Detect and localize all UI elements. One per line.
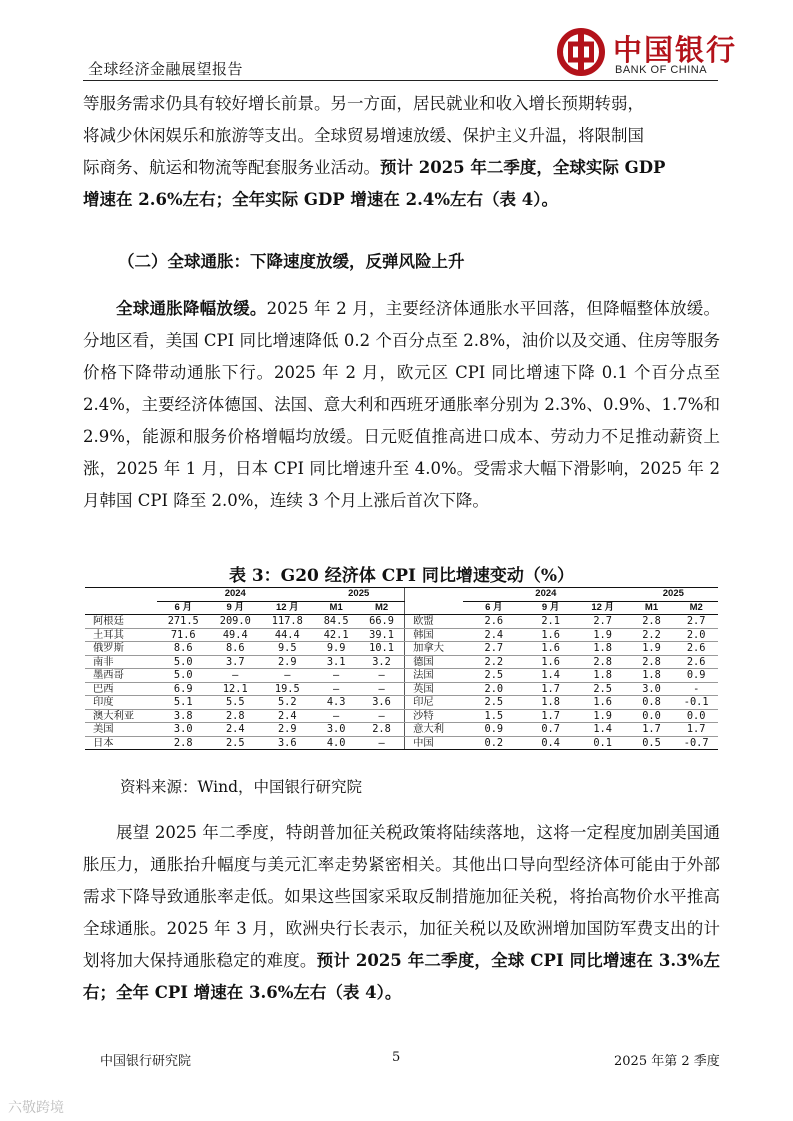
cpi-value-cell: 3.8: [157, 709, 209, 723]
country-name-cell: 沙特: [405, 709, 463, 723]
table-title: 表 3：G20 经济体 CPI 同比增速变动（%）: [228, 566, 575, 586]
cpi-value-cell: 1.5: [463, 709, 525, 723]
month-header: 9 月: [525, 601, 577, 615]
logo-chinese-name: 中国银行: [613, 33, 738, 67]
cpi-value-cell: 3.2: [359, 655, 405, 669]
table-row: [85, 642, 718, 656]
year-2024-right: 2024: [463, 588, 629, 602]
cpi-value-cell: -0.1: [674, 696, 718, 710]
cpi-value-cell: —: [359, 736, 405, 750]
country-name-cell: 印尼: [405, 696, 463, 710]
cpi-value-cell: 3.0: [313, 723, 359, 737]
cpi-value-cell: 0.0: [629, 709, 675, 723]
country-name-cell: 欧盟: [405, 615, 463, 629]
cpi-value-cell: 271.5: [157, 615, 209, 629]
footer-institute: 中国银行研究院: [100, 1054, 192, 1069]
cpi-value-cell: 2.2: [629, 628, 675, 642]
cpi-value-cell: 12.1: [209, 682, 261, 696]
para1-bold-forecast-a: 预计 2025 年二季度，全球实际 GDP: [380, 158, 666, 177]
para1-line-3-text: 际商务、航运和物流等配套服务业活动。: [83, 158, 380, 177]
para1-line-1: 等服务需求仍具有较好增长前景。另一方面，居民就业和收入增长预期转弱，: [83, 94, 644, 113]
table-row: [85, 723, 718, 737]
country-name-cell: 意大利: [405, 723, 463, 737]
cpi-value-cell: 0.9: [674, 669, 718, 683]
para1-bold-forecast-b: 增速在 2.6%左右；全年实际 GDP 增速在 2.4%左右（表 4）。: [83, 190, 559, 209]
table-row: [85, 628, 718, 642]
cpi-value-cell: 1.9: [577, 709, 629, 723]
cpi-value-cell: -: [674, 682, 718, 696]
bank-logo: [555, 24, 738, 80]
country-name-cell: 俄罗斯: [85, 642, 157, 656]
cpi-value-cell: 2.0: [463, 682, 525, 696]
country-name-cell: 法国: [405, 669, 463, 683]
country-name-cell: 墨西哥: [85, 669, 157, 683]
cpi-value-cell: —: [209, 669, 261, 683]
table-row: [85, 696, 718, 710]
table-row: [85, 615, 718, 629]
cpi-value-cell: 2.0: [674, 628, 718, 642]
cpi-value-cell: 19.5: [261, 682, 313, 696]
cpi-value-cell: 117.8: [261, 615, 313, 629]
cpi-value-cell: —: [313, 682, 359, 696]
cpi-value-cell: 2.8: [359, 723, 405, 737]
cpi-value-cell: 1.6: [577, 696, 629, 710]
cpi-value-cell: 1.8: [577, 642, 629, 656]
cpi-value-cell: 3.1: [313, 655, 359, 669]
cpi-value-cell: 1.8: [629, 669, 675, 683]
cpi-value-cell: 2.5: [463, 696, 525, 710]
watermark: 六敬跨境: [8, 1099, 64, 1115]
cpi-value-cell: 1.7: [674, 723, 718, 737]
cpi-value-cell: 2.7: [674, 615, 718, 629]
month-header: 12 月: [577, 601, 629, 615]
cpi-value-cell: 2.7: [463, 642, 525, 656]
month-header: M2: [359, 601, 405, 615]
cpi-value-cell: 2.8: [629, 655, 675, 669]
country-name-cell: 中国: [405, 736, 463, 750]
cpi-value-cell: 2.9: [261, 655, 313, 669]
cpi-value-cell: 0.8: [629, 696, 675, 710]
cpi-value-cell: —: [359, 709, 405, 723]
cpi-value-cell: 66.9: [359, 615, 405, 629]
cpi-value-cell: 1.7: [525, 682, 577, 696]
cpi-value-cell: 9.9: [313, 642, 359, 656]
table-row: [85, 669, 718, 683]
paragraph-gdp-outlook: [83, 88, 720, 216]
cpi-value-cell: 84.5: [313, 615, 359, 629]
cpi-value-cell: 10.1: [359, 642, 405, 656]
cpi-value-cell: 2.8: [629, 615, 675, 629]
cpi-value-cell: 44.4: [261, 628, 313, 642]
cpi-value-cell: 5.0: [157, 669, 209, 683]
cpi-value-cell: 4.0: [313, 736, 359, 750]
cpi-value-cell: 0.7: [525, 723, 577, 737]
paragraph-inflation: [83, 293, 720, 517]
table-header-months: [85, 601, 718, 615]
cpi-value-cell: 71.6: [157, 628, 209, 642]
cpi-value-cell: 0.2: [463, 736, 525, 750]
cpi-value-cell: 1.6: [525, 628, 577, 642]
cpi-value-cell: 3.6: [261, 736, 313, 750]
month-header: 9 月: [209, 601, 261, 615]
para3-body: 展望 2025 年二季度，特朗普加征关税政策将陆续落地，这将一定程度加剧美国通胀压力，通胀抬升幅度与美元汇率走势紧密相关。其他出口导向型经济体可能由于外部需求下降导致通胀率走低。如果这些国家采取反制措施加征关税，将抬高物价水平推高全球通胀。2025 年 3 月，欧洲央行长表示，加征关税以及欧洲增加国防军费支出的计划将加大保持通胀稳定的难度。: [83, 823, 720, 970]
country-name-cell: 韩国: [405, 628, 463, 642]
country-name-cell: 加拿大: [405, 642, 463, 656]
cpi-value-cell: 0.0: [674, 709, 718, 723]
para1-line-2: 将减少休闲娱乐和旅游等支出。全球贸易增速放缓、保护主义升温，将限制国: [83, 126, 644, 145]
cpi-value-cell: 2.4: [463, 628, 525, 642]
section-heading: （二）全球通胀：下降速度放缓，反弹风险上升: [118, 252, 465, 271]
month-header: 6 月: [463, 601, 525, 615]
header-rule: [83, 80, 718, 81]
month-header: M1: [629, 601, 675, 615]
cpi-value-cell: 1.7: [525, 709, 577, 723]
cpi-value-cell: 2.5: [463, 669, 525, 683]
cpi-value-cell: 2.2: [463, 655, 525, 669]
month-header: 6 月: [157, 601, 209, 615]
cpi-value-cell: 6.9: [157, 682, 209, 696]
cpi-value-cell: —: [313, 709, 359, 723]
footer-quarter: 2025 年第 2 季度: [614, 1054, 720, 1069]
country-name-cell: 印度: [85, 696, 157, 710]
table-row: [85, 709, 718, 723]
cpi-value-cell: 1.6: [525, 642, 577, 656]
cpi-value-cell: 2.4: [209, 723, 261, 737]
country-name-cell: 土耳其: [85, 628, 157, 642]
cpi-value-cell: 0.9: [463, 723, 525, 737]
cpi-value-cell: 1.8: [525, 696, 577, 710]
table-row: [85, 655, 718, 669]
cpi-value-cell: 0.5: [629, 736, 675, 750]
cpi-value-cell: 5.0: [157, 655, 209, 669]
para3-bold-forecast: 预计 2025 年二季度，全球 CPI 同比增速在 3.3%左右；全年 CPI 增速在 3.6%左右（表 4）。: [83, 951, 720, 1002]
country-name-cell: 日本: [85, 736, 157, 750]
country-name-cell: 南非: [85, 655, 157, 669]
table-source: 资料来源：Wind，中国银行研究院: [120, 778, 363, 796]
cpi-value-cell: 1.6: [525, 655, 577, 669]
cpi-value-cell: 5.5: [209, 696, 261, 710]
country-name-cell: 德国: [405, 655, 463, 669]
country-name-cell: 美国: [85, 723, 157, 737]
cpi-value-cell: 49.4: [209, 628, 261, 642]
cpi-value-cell: 3.0: [629, 682, 675, 696]
country-name-cell: 澳大利亚: [85, 709, 157, 723]
cpi-value-cell: 2.6: [463, 615, 525, 629]
cpi-value-cell: 3.7: [209, 655, 261, 669]
month-header: M1: [313, 601, 359, 615]
cpi-value-cell: 2.8: [577, 655, 629, 669]
cpi-value-cell: 2.6: [674, 642, 718, 656]
cpi-value-cell: 1.7: [629, 723, 675, 737]
cpi-value-cell: 1.4: [577, 723, 629, 737]
cpi-value-cell: 0.1: [577, 736, 629, 750]
cpi-value-cell: 9.5: [261, 642, 313, 656]
para1-line-3: [83, 152, 720, 184]
cpi-value-cell: 2.4: [261, 709, 313, 723]
para2-lead: 全球通胀降幅放缓。: [116, 299, 267, 318]
cpi-value-cell: 5.2: [261, 696, 313, 710]
cpi-value-cell: 2.5: [209, 736, 261, 750]
cpi-value-cell: 2.7: [577, 615, 629, 629]
boc-logo-icon: [555, 26, 607, 78]
country-name-cell: 英国: [405, 682, 463, 696]
cpi-value-cell: 2.9: [261, 723, 313, 737]
cpi-value-cell: 0.4: [525, 736, 577, 750]
cpi-value-cell: 1.4: [525, 669, 577, 683]
cpi-value-cell: 8.6: [157, 642, 209, 656]
cpi-value-cell: —: [359, 669, 405, 683]
cpi-value-cell: 1.8: [577, 669, 629, 683]
cpi-value-cell: —: [359, 682, 405, 696]
para2-body: 2025 年 2 月，主要经济体通胀水平回落，但降幅整体放缓。分地区看，美国 CPI 同比增速降低 0.2 个百分点至 2.8%，油价以及交通、住房等服务价格下降带动通胀下行。2025 年 2 月，欧元区 CPI 同比增速下降 0.1 个百分点至 2.4%，主要经济体德国、法国、意大利和西班牙通胀率分别为 2.3%、0.9%、1.7%和 2.9%，能源和服务价格增幅均放缓。日元贬值推高进口成本、劳动力不足推动薪资上涨，2025 年 1 月，日本 CPI 同比增速升至 4.0%。受需求大幅下滑影响，2025 年 2 月韩国 CPI 降至 2.0%，连续 3 个月上涨后首次下降。: [83, 299, 720, 510]
country-name-cell: 阿根廷: [85, 615, 157, 629]
cpi-value-cell: 1.9: [629, 642, 675, 656]
cpi-value-cell: —: [261, 669, 313, 683]
page-number: 5: [392, 1050, 401, 1065]
cpi-value-cell: —: [313, 669, 359, 683]
cpi-value-cell: 5.1: [157, 696, 209, 710]
cpi-table: [85, 587, 718, 750]
cpi-value-cell: 42.1: [313, 628, 359, 642]
cpi-value-cell: -0.7: [674, 736, 718, 750]
cpi-value-cell: 2.8: [209, 709, 261, 723]
cpi-value-cell: 8.6: [209, 642, 261, 656]
year-2025-left: 2025: [313, 588, 404, 602]
month-header: 12 月: [261, 601, 313, 615]
cpi-value-cell: 3.6: [359, 696, 405, 710]
cpi-value-cell: 2.1: [525, 615, 577, 629]
table-row: [85, 736, 718, 750]
month-header: M2: [674, 601, 718, 615]
year-2025-right: 2025: [629, 588, 718, 602]
cpi-value-cell: 4.3: [313, 696, 359, 710]
table-header-years: [85, 588, 718, 602]
cpi-value-cell: 1.9: [577, 628, 629, 642]
report-title: 全球经济金融展望报告: [88, 60, 244, 78]
year-2024-left: 2024: [157, 588, 313, 602]
cpi-value-cell: 3.0: [157, 723, 209, 737]
table-row: [85, 682, 718, 696]
logo-english-name: BANK OF CHINA: [615, 64, 708, 76]
cpi-value-cell: 2.6: [674, 655, 718, 669]
cpi-value-cell: 39.1: [359, 628, 405, 642]
paragraph-q2-outlook: [83, 817, 720, 1009]
cpi-value-cell: 2.5: [577, 682, 629, 696]
country-name-cell: 巴西: [85, 682, 157, 696]
cpi-value-cell: 2.8: [157, 736, 209, 750]
cpi-value-cell: 209.0: [209, 615, 261, 629]
